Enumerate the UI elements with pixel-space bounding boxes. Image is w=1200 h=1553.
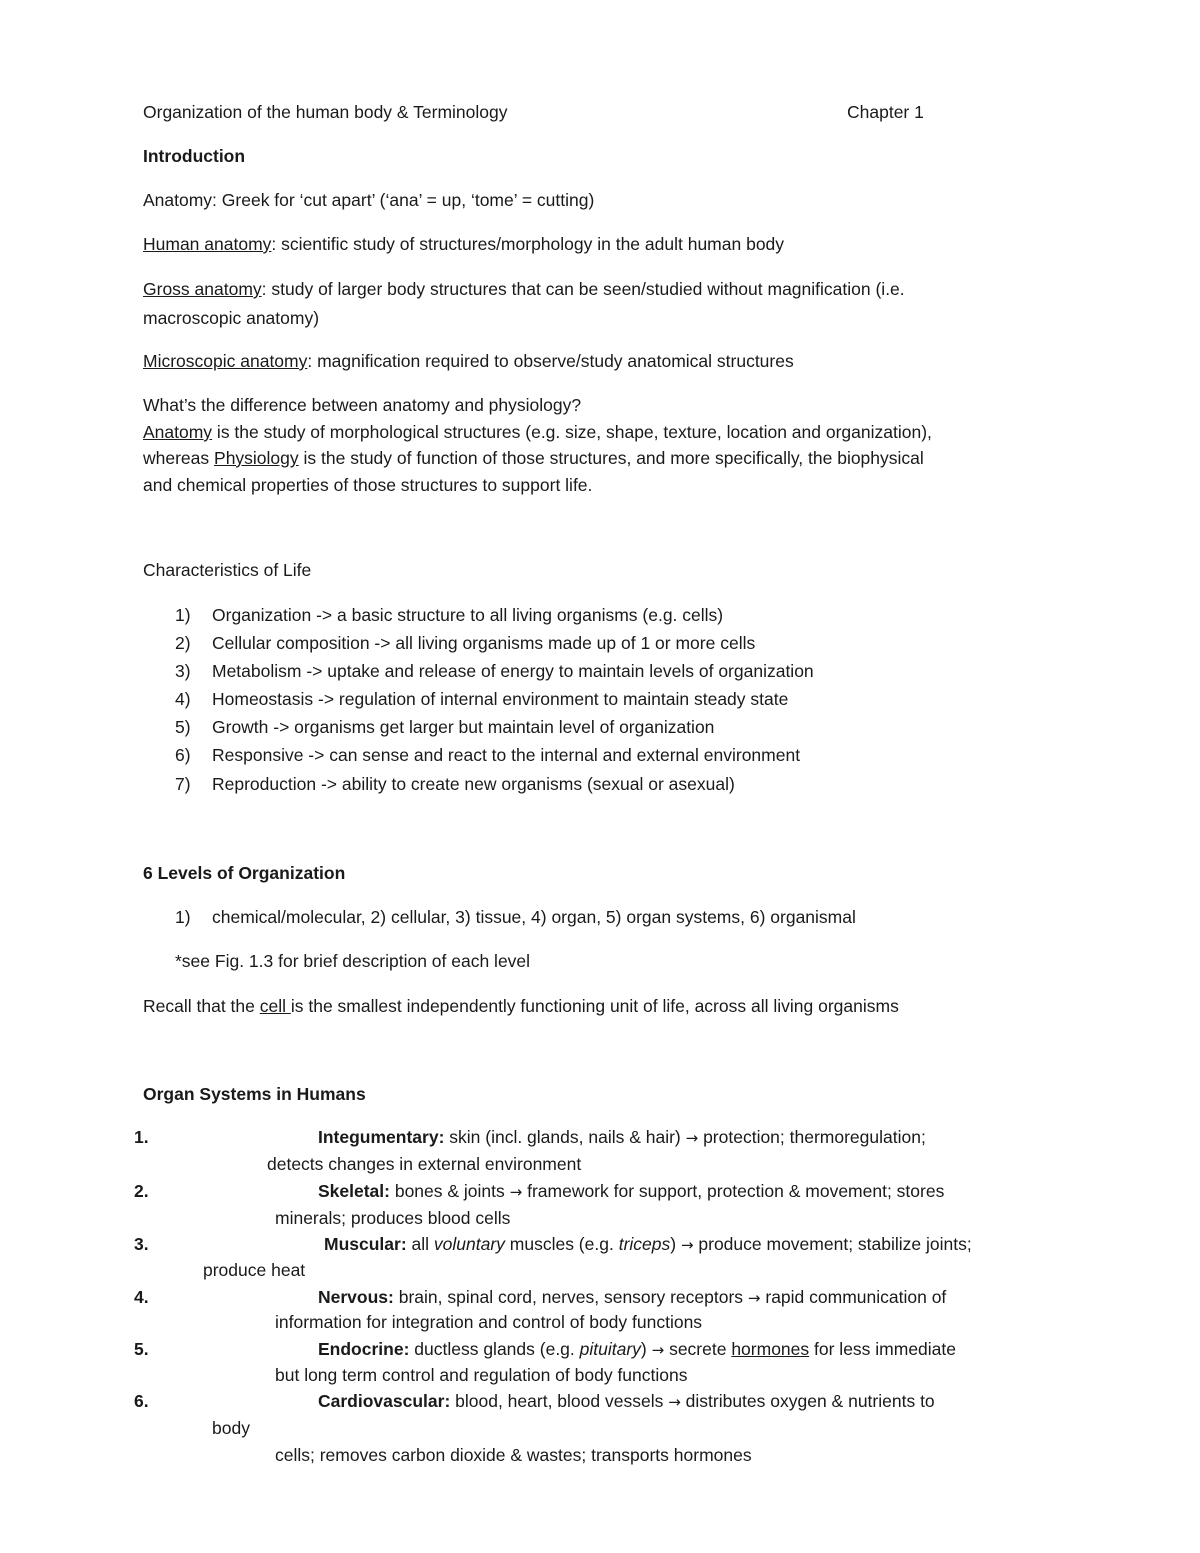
organ-system-cardiovascular-cont: body — [212, 1418, 250, 1438]
organ-system-integumentary: Integumentary: skin (incl. glands, nails & hair) → protection; thermoregulation; — [318, 1127, 926, 1147]
list-item: Organization -> a basic structure to all living organisms (e.g. cells) — [212, 605, 724, 625]
human-anatomy-definition: Human anatomy: scientific study of structures/morphology in the adult human body — [143, 234, 785, 254]
list-item: Homeostasis -> regulation of internal environment to maintain steady state — [212, 689, 789, 709]
organ-system-cardiovascular-cont-2: cells; removes carbon dioxide & wastes; transports hormones — [275, 1445, 752, 1465]
answer-line-2: whereas Physiology is the study of function of those structures, and more specifically, the biophysical — [143, 448, 924, 468]
organ-system-skeletal: Skeletal: bones & joints → framework for support, protection & movement; stores — [318, 1181, 945, 1201]
arrow-right-icon: → — [747, 1289, 761, 1307]
human-anatomy-term: Human anatomy — [143, 234, 272, 254]
list-item-number: 4) — [175, 689, 191, 709]
list-item: Responsive -> can sense and react to the internal and external environment — [212, 745, 801, 765]
microscopic-anatomy-term: Microscopic anatomy — [143, 351, 308, 371]
list-item-number: 6) — [175, 745, 191, 765]
list-item: Reproduction -> ability to create new organisms (sexual or asexual) — [212, 774, 735, 794]
organ-system-number: 4. — [134, 1287, 149, 1307]
cell-term: cell — [259, 996, 291, 1016]
organ-system-number: 3. — [134, 1234, 149, 1254]
list-item-number: 7) — [175, 774, 191, 794]
organ-system-cardiovascular: Cardiovascular: blood, heart, blood vessels → distributes oxygen & nutrients to — [318, 1391, 935, 1411]
organ-system-integumentary-cont: detects changes in external environment — [267, 1154, 582, 1174]
list-item-number: 1) — [175, 907, 191, 927]
introduction-heading: Introduction — [143, 146, 246, 166]
list-item-number: 1) — [175, 605, 191, 625]
list-item: Metabolism -> uptake and release of energy to maintain levels of organization — [212, 661, 814, 681]
organ-system-number: 1. — [134, 1127, 149, 1147]
list-item-number: 5) — [175, 717, 191, 737]
organ-system-number: 2. — [134, 1181, 149, 1201]
anatomy-physiology-question: What’s the difference between anatomy and physiology? — [143, 395, 582, 415]
gross-anatomy-definition-cont: macroscopic anatomy) — [143, 308, 320, 328]
arrow-right-icon: → — [509, 1183, 523, 1201]
list-item: Growth -> organisms get larger but maintain level of organization — [212, 717, 715, 737]
arrow-right-icon: → — [668, 1393, 681, 1411]
organ-system-skeletal-cont: minerals; produces blood cells — [275, 1208, 511, 1228]
arrow-right-icon: → — [680, 1236, 694, 1254]
chapter-label: Chapter 1 — [847, 102, 924, 122]
cell-recall: Recall that the cell is the smallest independently functioning unit of life, across all living organisms — [143, 996, 899, 1016]
figure-note: *see Fig. 1.3 for brief description of each level — [175, 951, 531, 971]
organ-system-muscular: Muscular: all voluntary muscles (e.g. triceps) → produce movement; stabilize joints; — [324, 1234, 972, 1254]
answer-line-3: and chemical properties of those structures to support life. — [143, 475, 593, 495]
anatomy-term: Anatomy — [143, 422, 213, 442]
document-title: Organization of the human body & Terminology — [143, 102, 508, 122]
list-item-number: 2) — [175, 633, 191, 653]
organ-system-number: 5. — [134, 1339, 149, 1359]
list-item-number: 3) — [175, 661, 191, 681]
microscopic-anatomy-definition: Microscopic anatomy: magnification required to observe/study anatomical structures — [143, 351, 794, 371]
levels-heading: 6 Levels of Organization — [143, 863, 346, 883]
hormones-term: hormones — [731, 1339, 810, 1359]
organ-system-nervous: Nervous: brain, spinal cord, nerves, sensory receptors → rapid communication of — [318, 1287, 947, 1307]
organ-systems-heading: Organ Systems in Humans — [143, 1084, 366, 1104]
answer-line-1: Anatomy is the study of morphological structures (e.g. size, shape, texture, location and organization), — [143, 422, 932, 442]
list-item: Cellular composition -> all living organisms made up of 1 or more cells — [212, 633, 756, 653]
organ-system-muscular-cont: produce heat — [203, 1260, 306, 1280]
gross-anatomy-term: Gross anatomy — [143, 279, 262, 299]
organ-system-number: 6. — [134, 1391, 149, 1411]
organ-system-endocrine: Endocrine: ductless glands (e.g. pituitary) → secrete hormones for less immediate — [318, 1339, 957, 1359]
anatomy-definition: Anatomy: Greek for ‘cut apart’ (‘ana’ = up, ‘tome’ = cutting) — [143, 190, 595, 210]
arrow-right-icon: → — [685, 1129, 699, 1147]
physiology-term: Physiology — [214, 448, 299, 468]
gross-anatomy-definition: Gross anatomy: study of larger body structures that can be seen/studied without magnification (i.e. — [143, 279, 905, 299]
levels-list-item: chemical/molecular, 2) cellular, 3) tissue, 4) organ, 5) organ systems, 6) organismal — [212, 907, 856, 927]
organ-system-endocrine-cont: but long term control and regulation of body functions — [275, 1365, 688, 1385]
arrow-right-icon: → — [651, 1341, 665, 1359]
characteristics-heading: Characteristics of Life — [143, 560, 312, 580]
organ-system-nervous-cont: information for integration and control of body functions — [275, 1312, 703, 1332]
